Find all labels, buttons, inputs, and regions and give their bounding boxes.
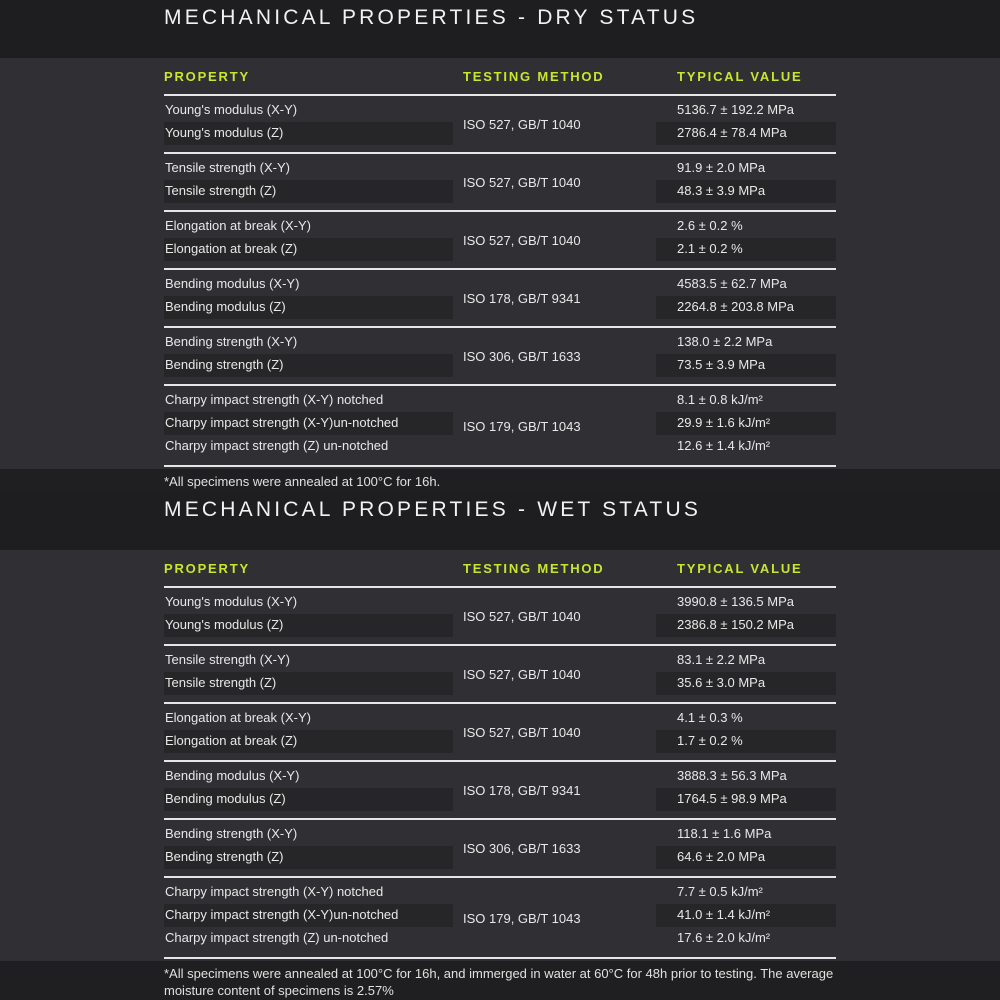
- property-cell: Tensile strength (Z): [165, 675, 277, 690]
- header-value: TYPICAL VALUE: [677, 69, 803, 84]
- property-cell: Charpy impact strength (X-Y)un-notched: [165, 907, 399, 922]
- table-header: [0, 58, 1000, 94]
- property-cell: Charpy impact strength (X-Y) notched: [165, 884, 384, 899]
- method-cell: ISO 527, GB/T 1040: [463, 175, 581, 190]
- value-cell: 7.7 ± 0.5 kJ/m²: [677, 884, 763, 899]
- property-cell: Elongation at break (X-Y): [165, 218, 311, 233]
- property-cell: Charpy impact strength (Z) un-notched: [165, 930, 389, 945]
- section-1: [0, 492, 1000, 998]
- value-cell: 4.1 ± 0.3 %: [677, 710, 743, 725]
- property-cell: Bending strength (Z): [165, 357, 284, 372]
- divider-line: [164, 818, 836, 820]
- divider-line: [164, 586, 836, 588]
- property-cell: Elongation at break (Z): [165, 241, 298, 256]
- method-cell: ISO 306, GB/T 1633: [463, 841, 581, 856]
- divider-line: [164, 210, 836, 212]
- property-cell: Elongation at break (X-Y): [165, 710, 311, 725]
- section-0: [0, 0, 1000, 489]
- divider-line: [164, 384, 836, 386]
- property-cell: Bending modulus (Z): [165, 791, 286, 806]
- divider-line: [164, 268, 836, 270]
- value-cell: 41.0 ± 1.4 kJ/m²: [677, 907, 771, 922]
- method-cell: ISO 178, GB/T 9341: [463, 783, 581, 798]
- property-cell: Elongation at break (Z): [165, 733, 298, 748]
- value-cell: 5136.7 ± 192.2 MPa: [677, 102, 794, 117]
- footnote: *All specimens were annealed at 100°C for 16h.: [164, 474, 441, 489]
- property-cell: Bending strength (X-Y): [165, 826, 298, 841]
- value-cell: 3888.3 ± 56.3 MPa: [677, 768, 787, 783]
- section-title-band: [0, 0, 1000, 58]
- value-cell: 73.5 ± 3.9 MPa: [677, 357, 766, 372]
- header-method: TESTING METHOD: [463, 69, 605, 84]
- property-cell: Charpy impact strength (Z) un-notched: [165, 438, 389, 453]
- property-cell: Bending modulus (X-Y): [165, 276, 300, 291]
- divider-line: [164, 702, 836, 704]
- value-cell: 1.7 ± 0.2 %: [677, 733, 743, 748]
- divider-line: [164, 957, 836, 959]
- value-cell: 64.6 ± 2.0 MPa: [677, 849, 766, 864]
- header-property: PROPERTY: [164, 561, 250, 576]
- property-cell: Bending modulus (Z): [165, 299, 286, 314]
- method-cell: ISO 178, GB/T 9341: [463, 291, 581, 306]
- property-cell: Tensile strength (X-Y): [165, 652, 290, 667]
- property-cell: Bending strength (Z): [165, 849, 284, 864]
- property-cell: Tensile strength (X-Y): [165, 160, 290, 175]
- header-value: TYPICAL VALUE: [677, 561, 803, 576]
- property-cell: Young's modulus (X-Y): [165, 594, 298, 609]
- value-cell: 91.9 ± 2.0 MPa: [677, 160, 766, 175]
- divider-line: [164, 326, 836, 328]
- value-cell: 138.0 ± 2.2 MPa: [677, 334, 773, 349]
- value-cell: 29.9 ± 1.6 kJ/m²: [677, 415, 771, 430]
- footnote: *All specimens were annealed at 100°C for 16h, and immerged in water at 60°C for 48h prior to testing. The average moisture content of specimens is 2.57%: [164, 966, 834, 998]
- value-cell: 2386.8 ± 150.2 MPa: [677, 617, 794, 632]
- section-title: MECHANICAL PROPERTIES - WET STATUS: [164, 498, 702, 521]
- method-cell: ISO 527, GB/T 1040: [463, 667, 581, 682]
- property-cell: Bending strength (X-Y): [165, 334, 298, 349]
- method-cell: ISO 527, GB/T 1040: [463, 609, 581, 624]
- method-cell: ISO 306, GB/T 1633: [463, 349, 581, 364]
- property-cell: Young's modulus (Z): [165, 617, 284, 632]
- value-cell: 2264.8 ± 203.8 MPa: [677, 299, 794, 314]
- divider-line: [164, 644, 836, 646]
- value-cell: 1764.5 ± 98.9 MPa: [677, 791, 787, 806]
- method-cell: ISO 527, GB/T 1040: [463, 117, 581, 132]
- method-cell: ISO 527, GB/T 1040: [463, 233, 581, 248]
- divider-line: [164, 94, 836, 96]
- divider-line: [164, 876, 836, 878]
- property-cell: Tensile strength (Z): [165, 183, 277, 198]
- value-cell: 4583.5 ± 62.7 MPa: [677, 276, 787, 291]
- value-cell: 2.1 ± 0.2 %: [677, 241, 743, 256]
- value-cell: 8.1 ± 0.8 kJ/m²: [677, 392, 763, 407]
- table-body: [0, 58, 1000, 469]
- value-cell: 83.1 ± 2.2 MPa: [677, 652, 766, 667]
- value-cell: 35.6 ± 3.0 MPa: [677, 675, 766, 690]
- property-cell: Young's modulus (X-Y): [165, 102, 298, 117]
- method-cell: ISO 179, GB/T 1043: [463, 418, 581, 434]
- header-property: PROPERTY: [164, 69, 250, 84]
- value-cell: 3990.8 ± 136.5 MPa: [677, 594, 794, 609]
- header-method: TESTING METHOD: [463, 561, 605, 576]
- value-cell: 2786.4 ± 78.4 MPa: [677, 125, 787, 140]
- value-cell: 17.6 ± 2.0 kJ/m²: [677, 930, 771, 945]
- section-title: MECHANICAL PROPERTIES - DRY STATUS: [164, 6, 699, 29]
- property-cell: Charpy impact strength (X-Y) notched: [165, 392, 384, 407]
- value-cell: 48.3 ± 3.9 MPa: [677, 183, 766, 198]
- method-cell: ISO 527, GB/T 1040: [463, 725, 581, 740]
- section-title-band: [0, 492, 1000, 550]
- table-header: [0, 550, 1000, 586]
- property-cell: Charpy impact strength (X-Y)un-notched: [165, 415, 399, 430]
- divider-line: [164, 152, 836, 154]
- value-cell: 118.1 ± 1.6 MPa: [677, 826, 772, 841]
- value-cell: 2.6 ± 0.2 %: [677, 218, 743, 233]
- divider-line: [164, 465, 836, 467]
- divider-line: [164, 760, 836, 762]
- value-cell: 12.6 ± 1.4 kJ/m²: [677, 438, 771, 453]
- table-body: [0, 550, 1000, 961]
- property-cell: Bending modulus (X-Y): [165, 768, 300, 783]
- property-cell: Young's modulus (Z): [165, 125, 284, 140]
- method-cell: ISO 179, GB/T 1043: [463, 910, 581, 926]
